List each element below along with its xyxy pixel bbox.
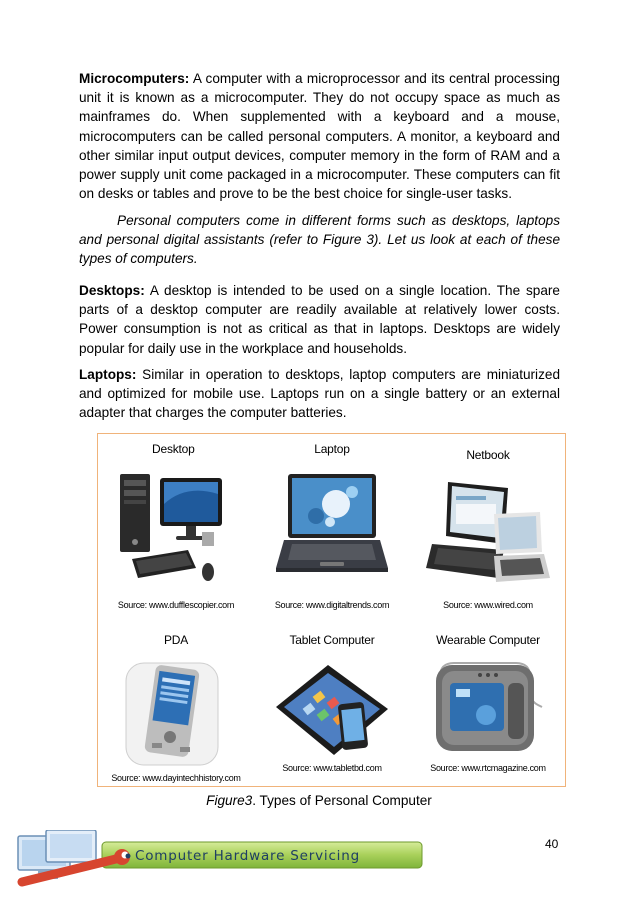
term-microcomputers: Microcomputers: [79,71,190,86]
wearable-computer-icon [430,657,550,757]
figure-cell-tablet [254,611,410,788]
figure-label: Netbook [466,448,510,462]
figure-cell-netbook [410,434,566,611]
microcomputers-text: A computer with a microprocessor and its central processing unit it is known as a microcomputer. They do not occupy space as much as mainframes do. When supplemented with a keyboard and a mouse, microcomputers can be called personal computers. A monitor, a keyboard and other similar input output devices, computer memory in the form of RAM and a power supply unit come packaged in a microcomputer. These computers can fit on desks or tables and prove to be the best choice for single-user tasks. [79,71,560,202]
figure-caption-text: . Types of Personal Computer [252,793,432,808]
paragraph-desktops [79,281,560,358]
pda-device-icon [122,659,222,769]
figure-personal-computer-types [97,433,566,787]
figure-label: Wearable Computer [436,633,540,647]
paragraph-pc-forms: Personal computers come in different forms such as desktops, laptops and personal digital assistants (refer to Figure 3). Let us look at each of these types of computers. [79,213,560,267]
figure-label: Laptop [314,442,350,456]
figure-source: Source: www.dufflescopier.com [117,600,235,610]
figure-cell-desktop [98,434,254,611]
figure-cell-wearable [410,611,566,788]
term-desktops: Desktops: [79,283,145,298]
figure-source: Source: www.wired.com [443,600,533,610]
laptops-text: Similar in operation to desktops, laptop computers are miniaturized and optimized for mobile use. Laptops run on a single battery or an external adapter that charges the computer batteries. [79,367,560,421]
figure-source: Source: www.digitaltrends.com [274,600,390,610]
paragraph-laptops [79,365,560,423]
term-laptops: Laptops: [79,367,137,382]
figure-label: Desktop [152,442,195,456]
page-number: 40 [545,837,559,851]
figure-cell-laptop [254,434,410,611]
figure-source: Source: www.tabletbd.com [282,763,382,773]
figure-source: Source: www.rtcmagazine.com [430,763,546,773]
tablet-computer-icon [272,659,392,769]
netbook-computer-icon [424,474,554,594]
figure-label: Tablet Computer [289,633,375,647]
figure-source: Source: www.dayintechhistory.com [111,773,241,783]
laptop-computer-icon [272,468,392,588]
figure-number: Figure3 [206,793,253,808]
desktops-text: A desktop is intended to be used on a single location. The spare parts of a desktop computer are readily available at relatively lower costs. Power consumption is not as critical as that in laptops. Desktops are widely popular for daily use in the workplace and households. [79,283,560,356]
figure-cell-pda [98,611,254,788]
figure-label: PDA [163,633,189,647]
figure-caption [0,793,638,808]
paragraph-microcomputers [79,69,560,203]
desktop-computer-icon [116,464,246,589]
footer-banner-title: Computer Hardware Servicing [135,848,360,864]
